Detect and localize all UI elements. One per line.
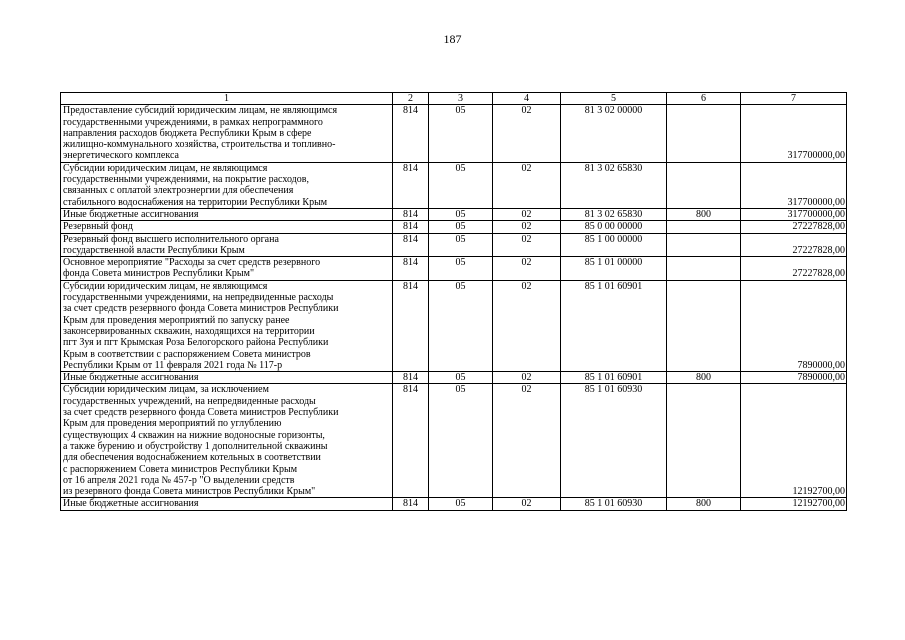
row-expense-type — [667, 105, 741, 162]
row-amount: 317700000,00 — [741, 105, 847, 162]
table-row — [61, 162, 847, 208]
row-section-code: 05 — [429, 498, 493, 510]
table-row — [61, 384, 847, 498]
row-amount: 7890000,00 — [741, 280, 847, 371]
description-line: Иные бюджетные ассигнования — [63, 498, 199, 510]
row-ministry-code: 814 — [393, 162, 429, 208]
row-section-code: 05 — [429, 384, 493, 498]
row-target-article: 81 3 02 65830 — [561, 208, 667, 220]
header-col-2: 2 — [393, 93, 429, 105]
description-line: а также бурению и обустройству 1 дополнительной скважины — [63, 440, 328, 452]
row-amount: 12192700,00 — [741, 498, 847, 510]
description-line: Субсидии юридическим лицам, за исключением — [63, 384, 269, 396]
row-description — [61, 105, 393, 162]
row-section-code: 05 — [429, 233, 493, 257]
row-subsection-code: 02 — [493, 105, 561, 162]
row-expense-type — [667, 162, 741, 208]
row-subsection-code: 02 — [493, 257, 561, 281]
row-expense-type: 800 — [667, 498, 741, 510]
row-ministry-code: 814 — [393, 105, 429, 162]
row-ministry-code: 814 — [393, 372, 429, 384]
table-header — [61, 93, 847, 105]
table-row — [61, 280, 847, 371]
description-line: Крым для проведения мероприятий по углублению — [63, 418, 282, 430]
description-line: Крым в соответствии с распоряжением Совета министров — [63, 348, 311, 360]
row-target-article: 85 1 01 60901 — [561, 280, 667, 371]
row-expense-type: 800 — [667, 208, 741, 220]
row-section-code: 05 — [429, 105, 493, 162]
header-col-1: 1 — [61, 93, 393, 105]
row-section-code: 05 — [429, 208, 493, 220]
description-line: государственными учреждениями, на покрытие расходов, — [63, 174, 309, 186]
table-row — [61, 498, 847, 510]
table-row — [61, 257, 847, 281]
row-amount: 317700000,00 — [741, 162, 847, 208]
row-description — [61, 372, 393, 384]
description-line: Резервный фонд высшего исполнительного органа — [63, 233, 279, 245]
description-line: жилищно-коммунального хозяйства, строительства и топливно- — [63, 139, 336, 151]
description-line: государственными учреждениями, в рамках непрограммного — [63, 116, 323, 128]
description-line: энергетического комплекса — [63, 150, 179, 162]
description-line: Субсидии юридическим лицам, не являющимся — [63, 162, 268, 174]
row-ministry-code: 814 — [393, 221, 429, 233]
row-target-article: 85 1 00 00000 — [561, 233, 667, 257]
page-number: 187 — [443, 32, 462, 46]
row-amount: 27227828,00 — [741, 233, 847, 257]
row-description — [61, 221, 393, 233]
row-ministry-code: 814 — [393, 280, 429, 371]
row-description — [61, 257, 393, 281]
row-subsection-code: 02 — [493, 233, 561, 257]
row-subsection-code: 02 — [493, 208, 561, 220]
header-col-4: 4 — [493, 93, 561, 105]
row-amount: 317700000,00 — [741, 208, 847, 220]
row-target-article: 81 3 02 00000 — [561, 105, 667, 162]
row-expense-type — [667, 384, 741, 498]
row-target-article: 85 1 01 00000 — [561, 257, 667, 281]
table-row — [61, 233, 847, 257]
row-description — [61, 280, 393, 371]
description-line: за счет средств резервного фонда Совета министров Республики — [63, 303, 339, 315]
row-description — [61, 498, 393, 510]
row-expense-type — [667, 280, 741, 371]
description-line: государственными учреждениями, на непредвиденные расходы — [63, 292, 334, 304]
header-col-3: 3 — [429, 93, 493, 105]
row-target-article: 81 3 02 65830 — [561, 162, 667, 208]
row-ministry-code: 814 — [393, 208, 429, 220]
description-line: фонда Совета министров Республики Крым" — [63, 268, 255, 280]
row-ministry-code: 814 — [393, 257, 429, 281]
row-description — [61, 384, 393, 498]
row-expense-type — [667, 221, 741, 233]
table-row — [61, 208, 847, 220]
row-amount: 27227828,00 — [741, 257, 847, 281]
row-ministry-code: 814 — [393, 233, 429, 257]
table-row — [61, 105, 847, 162]
description-line: пгт Зуя и пгт Крымская Роза Белогорского района Республики — [63, 337, 329, 349]
row-amount: 7890000,00 — [741, 372, 847, 384]
budget-table — [60, 92, 847, 511]
description-line: Предоставление субсидий юридическим лицам, не являющимся — [63, 105, 338, 117]
row-description — [61, 208, 393, 220]
row-subsection-code: 02 — [493, 280, 561, 371]
row-description — [61, 233, 393, 257]
row-subsection-code: 02 — [493, 372, 561, 384]
row-target-article: 85 1 01 60930 — [561, 498, 667, 510]
header-col-6: 6 — [667, 93, 741, 105]
row-expense-type — [667, 257, 741, 281]
description-line: для обеспечения водоснабжением котельных в соответствии — [63, 452, 321, 464]
table-body — [61, 105, 847, 510]
row-subsection-code: 02 — [493, 162, 561, 208]
description-line: стабильного водоснабжения на территории Республики Крым — [63, 196, 328, 208]
description-line: связанных с оплатой электроэнергии для обеспечения — [63, 185, 294, 197]
row-target-article: 85 1 01 60930 — [561, 384, 667, 498]
header-col-5: 5 — [561, 93, 667, 105]
description-line: законсервированных скважин, находящихся на территории — [63, 325, 315, 337]
row-target-article: 85 0 00 00000 — [561, 221, 667, 233]
header-col-7: 7 — [741, 93, 847, 105]
row-subsection-code: 02 — [493, 498, 561, 510]
description-line: Иные бюджетные ассигнования — [63, 208, 199, 220]
description-line: Республики Крым от 11 февраля 2021 года № 117-р — [63, 359, 283, 371]
description-line: государственных учреждений, на непредвиденные расходы — [63, 395, 316, 407]
row-amount: 12192700,00 — [741, 384, 847, 498]
row-section-code: 05 — [429, 372, 493, 384]
row-target-article: 85 1 01 60901 — [561, 372, 667, 384]
description-line: государственной власти Республики Крым — [63, 244, 245, 256]
description-line: Крым для проведения мероприятий по запуску ранее — [63, 314, 290, 326]
description-line: направления расходов бюджета Республики Крым в сфере — [63, 127, 312, 139]
row-expense-type: 800 — [667, 372, 741, 384]
row-subsection-code: 02 — [493, 384, 561, 498]
row-subsection-code: 02 — [493, 221, 561, 233]
row-section-code: 05 — [429, 162, 493, 208]
description-line: из резервного фонда Совета министров Республики Крым" — [63, 486, 316, 498]
row-ministry-code: 814 — [393, 384, 429, 498]
row-ministry-code: 814 — [393, 498, 429, 510]
description-line: существующих 4 скважин на нижние водоносные горизонты, — [63, 429, 325, 441]
description-line: с распоряжением Совета министров Республики Крым — [63, 463, 298, 475]
header-row — [61, 93, 847, 105]
row-amount: 27227828,00 — [741, 221, 847, 233]
description-line: Основное мероприятие "Расходы за счет средств резервного — [63, 257, 321, 269]
table-row — [61, 372, 847, 384]
description-line: Иные бюджетные ассигнования — [63, 372, 199, 384]
description-line: Резервный фонд — [63, 221, 133, 233]
row-section-code: 05 — [429, 221, 493, 233]
row-section-code: 05 — [429, 280, 493, 371]
table-row — [61, 221, 847, 233]
row-section-code: 05 — [429, 257, 493, 281]
description-line: от 16 апреля 2021 года № 457-р "О выделении средств — [63, 474, 295, 486]
row-description — [61, 162, 393, 208]
description-line: за счет средств резервного фонда Совета министров Республики — [63, 407, 339, 419]
description-line: Субсидии юридическим лицам, не являющимся — [63, 280, 268, 292]
row-expense-type — [667, 233, 741, 257]
